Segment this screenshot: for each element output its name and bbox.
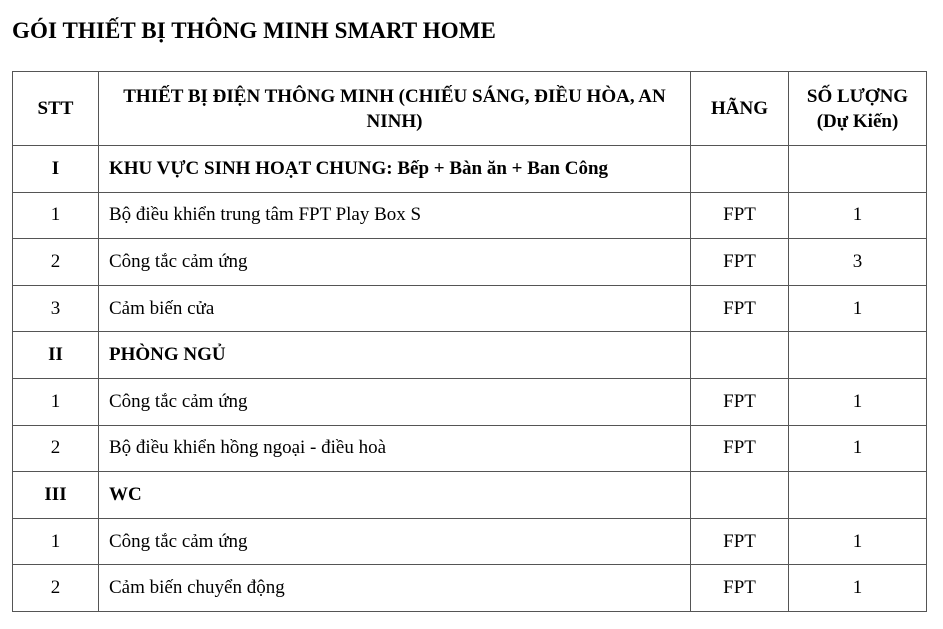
item-brand: FPT [691, 192, 789, 239]
table-row [13, 425, 927, 472]
section-quantity-cell [789, 332, 927, 379]
section-brand-cell [691, 472, 789, 519]
item-stt: 1 [13, 378, 99, 425]
table-row [13, 192, 927, 239]
section-brand-cell [691, 332, 789, 379]
item-quantity: 1 [789, 518, 927, 565]
item-quantity: 1 [789, 285, 927, 332]
device-table [12, 71, 927, 612]
section-brand-cell [691, 146, 789, 193]
item-stt: 2 [13, 425, 99, 472]
section-name: WC [99, 472, 691, 519]
header-brand: HÃNG [691, 72, 789, 146]
header-quantity: SỐ LƯỢNG (Dự Kiến) [789, 72, 927, 146]
header-stt: STT [13, 72, 99, 146]
table-row [13, 378, 927, 425]
table-row [13, 518, 927, 565]
item-quantity: 1 [789, 192, 927, 239]
item-stt: 2 [13, 565, 99, 612]
item-stt: 3 [13, 285, 99, 332]
section-quantity-cell [789, 146, 927, 193]
item-brand: FPT [691, 425, 789, 472]
table-row [13, 285, 927, 332]
table-row [13, 565, 927, 612]
item-quantity: 1 [789, 378, 927, 425]
section-numeral: II [13, 332, 99, 379]
item-brand: FPT [691, 378, 789, 425]
table-row [13, 239, 927, 286]
item-stt: 1 [13, 192, 99, 239]
item-name: Công tắc cảm ứng [99, 378, 691, 425]
section-row [13, 332, 927, 379]
item-stt: 2 [13, 239, 99, 286]
header-device: THIẾT BỊ ĐIỆN THÔNG MINH (CHIẾU SÁNG, ĐIỀU HÒA, AN NINH) [99, 72, 691, 146]
item-name: Cảm biến cửa [99, 285, 691, 332]
item-name: Bộ điều khiển trung tâm FPT Play Box S [99, 192, 691, 239]
table-header-row [13, 72, 927, 146]
section-name: KHU VỰC SINH HOẠT CHUNG: Bếp + Bàn ăn + Ban Công [99, 146, 691, 193]
item-brand: FPT [691, 285, 789, 332]
section-row [13, 146, 927, 193]
item-quantity: 1 [789, 565, 927, 612]
section-numeral: I [13, 146, 99, 193]
item-quantity: 1 [789, 425, 927, 472]
page-title: GÓI THIẾT BỊ THÔNG MINH SMART HOME [12, 18, 496, 43]
section-row [13, 472, 927, 519]
item-brand: FPT [691, 565, 789, 612]
section-quantity-cell [789, 472, 927, 519]
item-brand: FPT [691, 518, 789, 565]
item-name: Cảm biến chuyển động [99, 565, 691, 612]
item-name: Công tắc cảm ứng [99, 239, 691, 286]
item-name: Công tắc cảm ứng [99, 518, 691, 565]
item-brand: FPT [691, 239, 789, 286]
item-quantity: 3 [789, 239, 927, 286]
section-name: PHÒNG NGỦ [99, 332, 691, 379]
item-stt: 1 [13, 518, 99, 565]
section-numeral: III [13, 472, 99, 519]
item-name: Bộ điều khiển hồng ngoại - điều hoà [99, 425, 691, 472]
